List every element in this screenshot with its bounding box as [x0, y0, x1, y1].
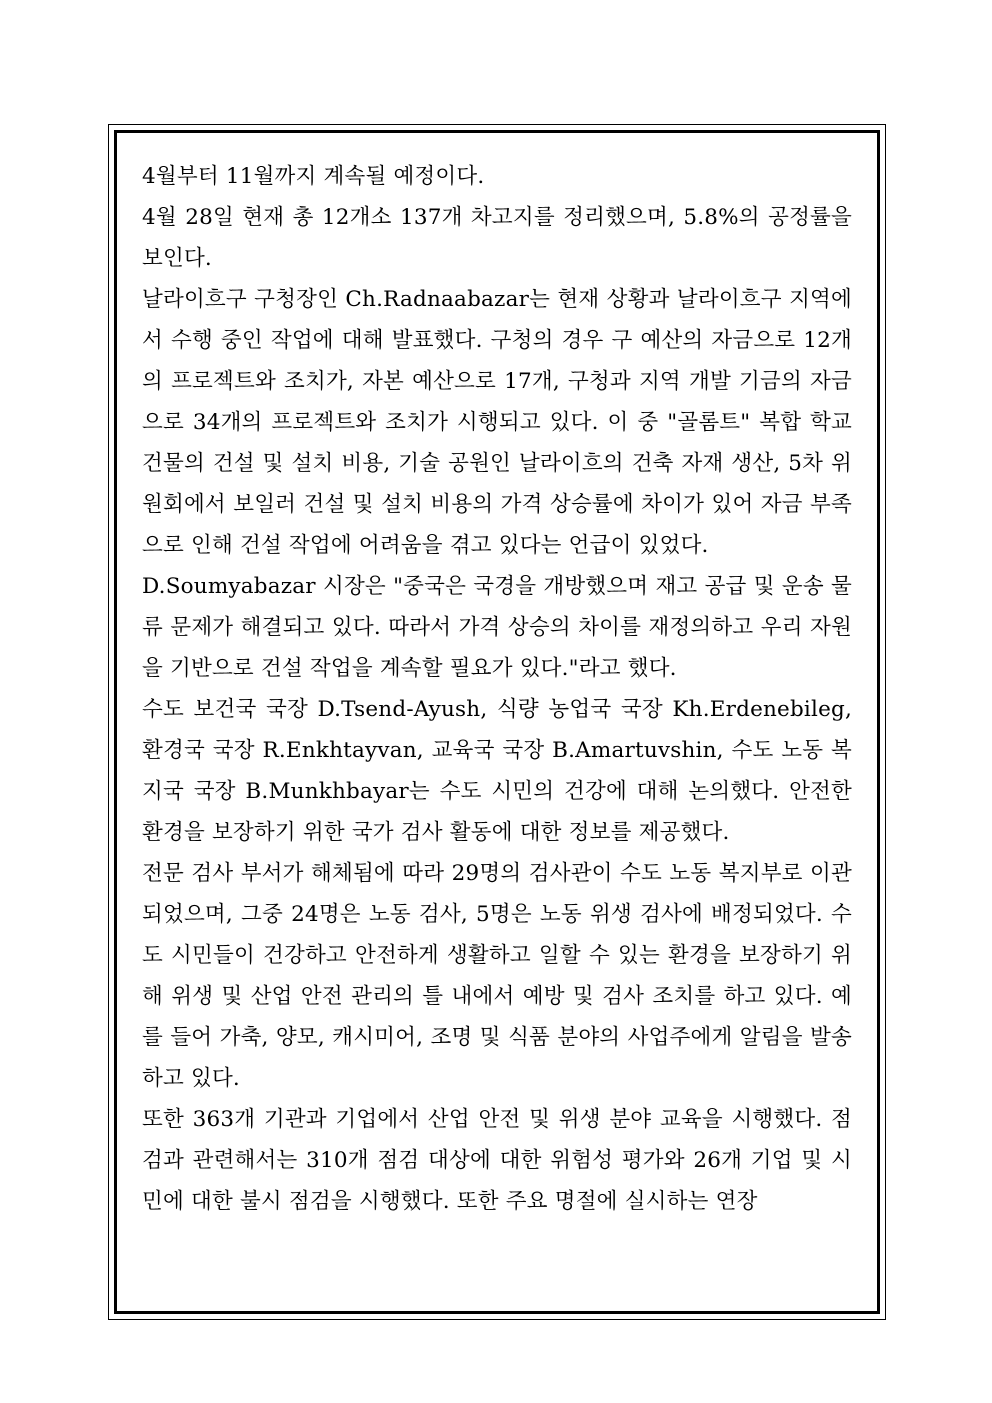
paragraph-7: 또한 363개 기관과 기업에서 산업 안전 및 위생 분야 교육을 시행했다. 점검과 관련해서는 310개 점검 대상에 대한 위험성 평가와 26개 기업 및 시민에 대한 불시 점검을 시행했다. 또한 주요 명절에 실시하는 연장	[142, 1107, 852, 1214]
paragraph-1: 4월부터 11월까지 계속될 예정이다.	[142, 164, 485, 189]
paragraph-4: D.Soumyabazar 시장은 "중국은 국경을 개방했으며 재고 공급 및 운송 물류 문제가 해결되고 있다. 따라서 가격 상승의 차이를 재정의하고 우리 자원을 기반으로 건설 작업을 계속할 필요가 있다."라고 했다.	[142, 574, 852, 681]
paragraph-2: 4월 28일 현재 총 12개소 137개 차고지를 정리했으며, 5.8%의 공정률을 보인다.	[142, 205, 852, 271]
paragraph-5: 수도 보건국 국장 D.Tsend-Ayush, 식량 농업국 국장 Kh.Erdenebileg, 환경국 국장 R.Enkhtayvan, 교육국 국장 B.Amartuvshin, 수도 노동 복지국 국장 B.Munkhbayar는 수도 시민의 건강에 대해 논의했다. 안전한 환경을 보장하기 위한 국가 검사 활동에 대한 정보를 제공했다.	[142, 697, 852, 845]
paragraph-3: 날라이흐구 구청장인 Ch.Radnaabazar는 현재 상황과 날라이흐구 지역에서 수행 중인 작업에 대해 발표했다. 구청의 경우 구 예산의 자금으로 12개의 프로젝트와 조치가, 자본 예산으로 17개, 구청과 지역 개발 기금의 자금으로 34개의 프로젝트와 조치가 시행되고 있다. 이 중 "골롬트" 복합 학교 건물의 건설 및 설치 비용, 기술 공원인 날라이흐의 건축 자재 생산, 5차 위원회에서 보일러 건설 및 설치 비용의 가격 상승률에 차이가 있어 자금 부족으로 인해 건설 작업에 어려움을 겪고 있다는 언급이 있었다.	[142, 287, 852, 558]
paragraph-6: 전문 검사 부서가 해체됨에 따라 29명의 검사관이 수도 노동 복지부로 이관되었으며, 그중 24명은 노동 검사, 5명은 노동 위생 검사에 배정되었다. 수도 시민들이 건강하고 안전하게 생활하고 일할 수 있는 환경을 보장하기 위해 위생 및 산업 안전 관리의 틀 내에서 예방 및 검사 조치를 하고 있다. 예를 들어 가축, 양모, 캐시미어, 조명 및 식품 분야의 사업주에게 알림을 발송하고 있다.	[142, 861, 852, 1091]
document-body	[142, 156, 852, 1222]
